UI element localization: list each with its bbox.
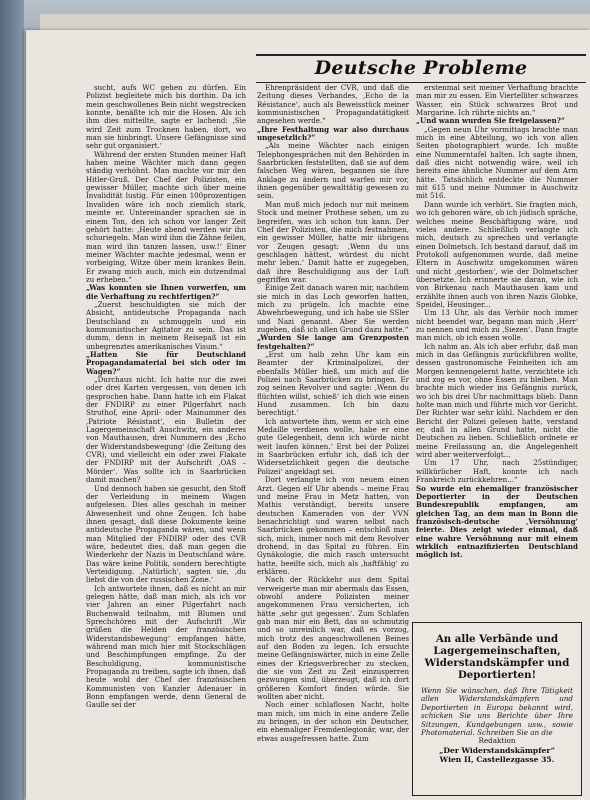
article-paragraph: Ich nahm an. Als ich aber erfuhr, daß man mich in das Gefängnis zurückführen wollte, dessen gastronomische Feinheiten ich am Morgen kennengelernt hatte, verzichtete ich und zog es vor, ohne Essen zu bleiben. Man brachte mich wieder ins Gefängnis zurück, wo ich bis drei Uhr nachmittags blieb. Dann holte man mich und führte mich vor Gericht. Der Richter war sehr kühl. Nachdem er den Bericht der Polizei gelesen hatte, verstand er, daß in allen Grund hatte, nicht die Deutschen zu lieben. Schließlich ordnete er meine Freilassung an, die Angelegenheit wird aber weiterverfolgt... <box>416 341 578 460</box>
article-paragraph: Dort verlangte ich von neuem einen Arzt. Gegen elf Uhr abends – meine Frau und meine Frau in Metz hatten, von Mathis verständigt, bereits unsere deutschen Kameraden von der VVN benachrichtigt und waren selbst nach Saarbrücken gekommen – entschloß man sich, mich, immer noch mit dem Revolver drohend, in das Spital zu führen. Ein Gynäkologie, die mich rasch untersucht hatte, beeilte sich, mich als ‚haftfähig‘ zu erklären. <box>257 475 409 576</box>
interview-question: „Hatten Sie für Deutschland Propagandamaterial bei sich oder im Wagen?“ <box>86 350 246 376</box>
article-column-2 <box>257 84 409 796</box>
article-paragraph: Um 17 Uhr, nach 25stündiger, willkürlicher Haft, konnte ich nach Frankreich zurückkehren...“ <box>416 458 578 485</box>
interview-question: „Ihre Festhaltung war also durchaus ungesetzlich?“ <box>257 124 409 143</box>
left-binding-edge <box>0 0 24 800</box>
article-paragraph: Und dennoch haben sie gesucht, den Stoff der Verleidung in meinem Wagen aufgelesen. Dies alles geschah in meiner Abwesenheit und ohne Zeugen. Ich habe ihnen gesagt, daß diese Dokumente keine antideutsche Propaganda wären, und wenn man Mitglied der FNDIRP oder des CVR wäre, bedeutet dies, daß man gegen die Wiederkehr der Nazis in Deutschland wäre. Das wäre keine Politik, sondern berechtigte Verteidigung. ‚Natürlich‘, sagten sie, ‚du liebst die von der russischen Zone.‘ <box>86 483 246 585</box>
interview-question: So wurde ein ehemaliger französischer Deportierter in der Deutschen Bundesrepublik empfangen, am gleichen Tag, an dem man in Bonn die französisch-deutsche ‚Versöhnung‘ feierte. Dies zeigt wieder einmal, daß eine wahre Versöhnung nur mit einem wirklich entnazifizierten Deutschland möglich ist. <box>416 483 578 560</box>
notice-body: Wenn Sie wünschen, daß Ihre Tätigkeit allen Widerstandskämpfern und Deportierten in Europa bekannt wird, schicken Sie uns Berichte über Ihre Sitzungen, Kundgebungen usw., sowie Photomaterial. Schreiben Sie an die <box>421 686 573 738</box>
notice-address-name: „Der Widerstandskämpfer“ <box>439 745 555 755</box>
article-title: Deutsche Probleme <box>314 57 528 79</box>
article-paragraph: sucht, aufs WC gehen zu dürfen. Ein Polizist begleitete mich bis dorthin. Da ich mein geschwollenes Bein nicht wegstrecken konnte, benäßte ich mir die Hosen. Als ich ihm dies mitteilte, sagte er lachend: ‚Sie wird Zeit zum Trocknen haben, dort, wo man sie hinbringt. Unsere Gefängnisse sind sehr gut organisiert.‘ <box>86 84 246 151</box>
article-paragraph: Noch einer schlaflosen Nacht, holte man mich, um mich in eine andere Zelle zu bringen, in der schon ein Deutscher, ein ehemaliger Fremdenlegionär, war, der etwas ausgefressen hatte. Zum <box>257 700 409 743</box>
article-paragraph: Dann wurde ich verhört. Sie fragten mich, wo ich geboren wäre, ob ich jüdisch spräche, welches meine Beschäftigung wäre, und vieles andere. Schließlich verlangte ich mich, deutsch zu sprechen und verlangte einen Dolmetsch. Ich bestand darauf, daß im Protokoll aufgenommen wurde, daß meine Eltern in Auschwitz umgekommen wären und nicht ‚gestorben‘, wie der Dolmetscher übersetzte. Ich erinnerte sie daran, wie ich von Birkenau nach Mauthausen kam und erzählte ihnen auch von ihren Nazis Globke, Speidel, Heusinger... <box>416 199 578 309</box>
article-paragraph: Nach der Rückkehr aus dem Spital verweigerte man mir abermals das Essen, obwohl andere Polizisten meiner angekommenen Frau versicherten, ich hätte ‚sehr gut gegessen‘. Zum Schlafen gab man mir ein Bett, das so schmutzig und so unreinlich war, daß es vorzog, mich trotz des angeschwollenen Beines auf den Boden zu legen. Ich ersuchte meine Gefängniswärter, mich in eine Zelle eines der Kriegsverbrecher zu stecken, die sie von Zeit zu Zeit einzusperren gezwungen sind, überzeugt, daß ich dort größeren Komfort finden würde. Sie wollten aber nicht. <box>257 575 409 702</box>
article-paragraph: „Gegen neun Uhr vormittags brachte man mich in eine Abteilung, wo ich von allen Seiten photographiert wurde. Ich mußte eine Nummerntafel halten. Ich sagte ihnen, daß dies nicht notwendig wäre, weil ich bereits eine ähnliche Nummer auf dem Arm hätte. Tatsächlich entdeckte die Nummer mit 615 und meine Nummer in Auschwitz mit 516. <box>416 124 578 201</box>
article-paragraph: Ich antwortete ihm, wenn er sich eine Medaille verdienen wolle, habe er eine gute Gelegenheit, denn ich würde nicht weit laufen können.‘ Erst bei der Polizei in Saarbrücken erfuhr ich, daß ich der Widersetzlichkeit gegen die deutsche Polizei‘ angeklagt sei. <box>257 416 409 476</box>
interview-question: „Wurden Sie lange am Grenzposten festgehalten?“ <box>257 333 409 351</box>
article-paragraph: erstenmal seit meiner Verhaftung brachte man mir zu essen. Ein Viertelliter schwarzes Wasser, ein Stück schwarzes Brot und Margarine. Ich rührte nichts an.“ <box>416 84 578 118</box>
article-paragraph: Man muß mich jedoch nur mit meinem Stock und meiner Prothese sehen, um zu begreifen, was ich schon tun kann. Der Chef der Polizisten, die mich festnahmen, ein gewisser Müller, hatte mir übrigens vor Zeugen gesagt: ‚Wenn du uns geschlagen hättest, würdest du nicht mehr leben.‘ Damit hatte er zugegeben, daß ihre Beschuldigung aus der Luft gegriffen war. <box>257 199 409 284</box>
notice-redaktion: Redaktion <box>478 736 516 746</box>
article-paragraph: „Zuerst beschuldigten sie mich der Absicht, antideutsche Propaganda nach Deutschland zu schmuggeln und ein kommunistischer Agitator zu sein. Das ist dumm, denn in meinem Reisepaß ist ein unbegrenztes amerikanisches Visum.“ <box>86 299 246 351</box>
article-paragraph: „Durchaus nicht. Ich hatte nur die zwei oder drei Karten vergessen, von denen ich gesprochen habe. Dann hatte ich ein Flakat der FNDIRP zu einer Pilgerfahrt nach Struthof, eine April- oder Mainummer des ‚Patriote Résistant‘, ein Bulletin der Lagergemeinschaft Auschwitz, ein anderes von Mauthausen, drei Nummern des ‚Echo der Widerstandsbewegung‘ (die Zeitung des CVR), und vielleicht ein oder zwei Flakate der FNDIRP mit der Aufschrift ‚OAS – Mörder‘. Was sollte ich in Saarbrücken damit machen? <box>86 375 246 485</box>
article-paragraph: „Erst um halb zehn Uhr kam ein Beamter der Kriminalpolizei, der ebenfalls Müller hieß, um mich auf die Polizei nach Saarbrücken zu bringen. Er zog seinen Revolver und sagte: ‚Wenn du flüchten willst, schieß‘ ich dich wie einen Hund zusammen. Ich bin dazu berechtigt.‘ <box>257 350 409 418</box>
notice-box <box>412 622 582 796</box>
article-paragraph: Einige Zeit danach waren mir, nachdem sie mich in das Loch geworfen hatten, mich zu prügeln. Ich machte eine Abwehrbewegung, und ich habe sie SSler und Nazi genannt. Aber Sie werden zugeben, daß ich allen Grund dazu hatte.“ <box>257 283 409 334</box>
article-paragraph: „Als meine Wächter nach einigen Telephongesprächen mit den Behörden in Saarbrücken feststellten, daß sie auf dem falschen Weg wären, begannen sie ihre Anklage zu ändern und warfen mir vor, ihnen gegenüber gewalttätig gewesen zu sein. <box>257 141 409 201</box>
article-paragraph: Während der ersten Stunden meiner Haft haben meine Wächter mich dann gegen ständig verhöhnt. Man machte vor mir den Hitler-Gruß. Der Chef der Polizisten, ein gewisser Müller, machte sich über meine Invalidität lustig. Für einen 100prozentigen Invaliden wäre ich noch ziemlich stark, meinte er. Untereinander sprachen sie in einem Ton, den ich schon vor langer Zeit gehört hatte: ‚Heute abend werden wir ihn schuriegeln. Man wird ihm die Zähne feilen, man wird ihn tanzen lassen, usw.!‘ Einer meiner Wächter machte jedesmal, wenn er vorbeiging, Witze über mein krankes Bein. Er zwang mich auch, mich ein dutzendmal zu erheben.“ <box>86 149 246 284</box>
interview-question: „Was konnten sie Ihnen vorwerfen, um die Verhaftung zu rechtfertigen?“ <box>86 283 246 301</box>
article-paragraph: Um 13 Uhr, als das Verhör noch immer nicht beendet war, begann man mich ‚Herr‘ zu nennen und mich zu ‚Siezen‘. Dann fragte man mich, ob ich essen wolle. <box>416 308 578 343</box>
notice-heading: An alle Verbände und Lagergemeinschaften, Widerstandskämpfer und Deportierten! <box>424 633 570 681</box>
article-column-1 <box>86 84 246 796</box>
notice-address-street: Wien II, Castellezgasse 35. <box>439 754 555 764</box>
article-column-3 <box>416 84 578 620</box>
article-paragraph: Ich antwortete ihnen, daß es nicht an mir gelegen hätte, daß man mich, als ich vor vier Jahren an einer Pilgerfahrt nach Buchenwald teilnahm, mit Blumen und Sprechchören mit der Aufschrift ‚Wir grüßen die Helden der französischen Widerstandsbewegung‘ empfangen hätte, während man mich hier mit Stockschlägen und Beschimpfungen empfinge. Zu der Beschuldigung, kommunistische Propaganda zu treiben, sagte ich ihnen, daß heute wohl der Chef der französischen Kommunisten von Kanzler Adenauer in Bonn empfangen werde, denn General de Gaulle sei der <box>86 583 246 710</box>
article-paragraph: Ehrenpräsident der CVR, und daß die Zeitung dieses Verbandes, ‚Echo de la Résistance‘, auch als Beweisstück meiner kommunistischen Propagandatätigkeit angesehen werde.“ <box>257 84 409 126</box>
interview-question: „Und wann wurden Sie freigelassen?“ <box>416 116 565 126</box>
